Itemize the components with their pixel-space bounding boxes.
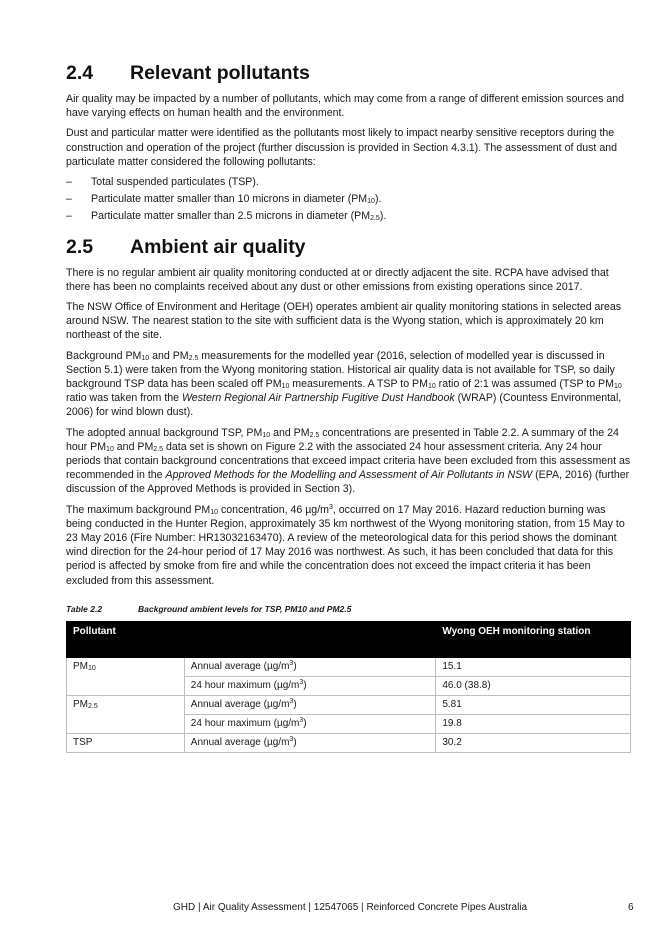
cell-metric: 24 hour maximum $(\mu g/m^3)$ bbox=[184, 676, 436, 695]
cell-value: 46.0 (38.8) bbox=[436, 676, 631, 695]
paragraph: There is no regular ambient air quality monitoring conducted at or directly adjacent the site. RCPA have advised that there has been no complaints received about any dust or other emissions from existing operations since 2017. bbox=[66, 266, 609, 293]
header-pollutant: Pollutant bbox=[67, 621, 436, 657]
paragraph: Air quality may be impacted by a number of pollutants, which may come from a range of different emission sources and have varying effects on human health and the environment. bbox=[66, 93, 625, 120]
section-number: 2.5 bbox=[66, 235, 94, 258]
section-heading-relevant-pollutants bbox=[66, 62, 631, 85]
cell-pollutant: $PM_{10}$ bbox=[67, 657, 185, 695]
cell-metric: 24 hour maximum $(\mu g/m^3)$ bbox=[184, 714, 436, 733]
table-caption bbox=[66, 604, 631, 614]
list-dash: – bbox=[66, 210, 72, 223]
paragraph: Background $PM_{10}$ and $PM_{2.5}$ measurements for the modelled year (2016, selection of modelled year is discussed in Section 5.1) were taken from the Wyong monitoring station. Historical air quality data is not available for TSP, so daily background TSP data has been scaled off $PM_{10}$ measurements. A TSP to $PM_{10}$ ratio of 2:1 was assumed (TSP to $PM_{10}$ ratio was taken from the Western Regional Air Partnership Fugitive Dust Handbook (WRAP) (Countess Environmental, 2006) for wind blown dust). bbox=[66, 349, 622, 419]
cell-metric: Annual average $(\mu g/m^3)$ bbox=[184, 657, 436, 676]
pollutant-list bbox=[66, 175, 631, 224]
table-title: Background ambient levels for TSP, PM10 and PM2.5 bbox=[138, 603, 352, 614]
section-title: Ambient air quality bbox=[130, 235, 306, 258]
section-title: Relevant pollutants bbox=[130, 62, 310, 84]
table-row bbox=[67, 733, 631, 752]
table-header-row bbox=[67, 621, 631, 657]
paragraph: The NSW Office of Environment and Heritage (OEH) operates ambient air quality monitoring stations in selected areas around NSW. The nearest station to the site with sufficient data is the Wyong station, which is approximately 20 km northeast of the site. bbox=[66, 301, 622, 342]
cell-metric: Annual average $(\mu g/m^3)$ bbox=[184, 695, 436, 714]
background-levels-table bbox=[66, 621, 631, 753]
table-row bbox=[67, 695, 631, 714]
cell-value: 5.81 bbox=[436, 695, 631, 714]
table-row bbox=[67, 657, 631, 676]
cell-metric: Annual average $(\mu g/m^3)$ bbox=[184, 733, 436, 752]
page-number: 6 bbox=[628, 902, 634, 913]
table-number: Table 2.2 bbox=[66, 603, 103, 614]
list-dash: – bbox=[66, 176, 72, 189]
document-page bbox=[66, 62, 631, 753]
cell-pollutant: $PM_{2.5}$ bbox=[67, 695, 185, 733]
footer-text: GHD | Air Quality Assessment | 12547065 | Reinforced Concrete Pipes Australia bbox=[173, 902, 528, 913]
list-item: – Total suspended particulates (TSP). bbox=[66, 176, 259, 189]
list-item: – Particulate matter smaller than 2.5 microns in diameter $(PM_{2.5})$. bbox=[66, 210, 387, 223]
paragraph: Dust and particular matter were identified as the pollutants most likely to impact nearby sensitive receptors during the construction and operation of the project (further discussion is provided in Section 4.3.1). The assessment of dust and particulate matter considered the following pollutants: bbox=[66, 127, 617, 168]
section-number: 2.4 bbox=[66, 62, 94, 84]
header-station: Wyong OEH monitoring station bbox=[436, 621, 631, 657]
list-dash: – bbox=[66, 193, 72, 206]
list-item: – Particulate matter smaller than 10 microns in diameter $(PM_{10})$. bbox=[66, 193, 382, 206]
paragraph: The adopted annual background TSP, $PM_{10}$ and $PM_{2.5}$ concentrations are presented in Table 2.2. A summary of the 24 hour $PM_{10}$ and $PM_{2.5}$ data set is shown on Figure 2.2 with the associated 24 hour assessment criteria. Any 24 hour periods that contain background concentrations that exceed impact criteria have been excluded from this assessment as recommended in the Approved Methods for the Modelling and Assessment of Air Pollutants in NSW (EPA, 2016) (further discussion of the Approved Methods is provided in Section 3). bbox=[66, 426, 631, 496]
cell-pollutant: TSP bbox=[67, 733, 185, 752]
cell-value: 19.8 bbox=[436, 714, 631, 733]
cell-value: 30.2 bbox=[436, 733, 631, 752]
paragraph: The maximum background $PM_{10}$ concentration, 46 $\mu g/m^3$, occurred on 17 May 2016. Hazard reduction burning was being conducted in the Hunter Region, approximately 35 km northwest of the Wyong monitoring station, from 15 May to 23 May 2016 (Fire Number: HR13032163470). A review of the meteorological data for this period shows the dominant wind direction for the 24-hour period of 17 May 2016 was northwest. As such, it has been concluded that data for this period is affected by smoke from fire and while the concentration does not exceed the impact criteria it has been excluded from this assessment. bbox=[66, 503, 625, 587]
section-heading-ambient-air-quality bbox=[66, 236, 631, 259]
cell-value: 15.1 bbox=[436, 657, 631, 676]
